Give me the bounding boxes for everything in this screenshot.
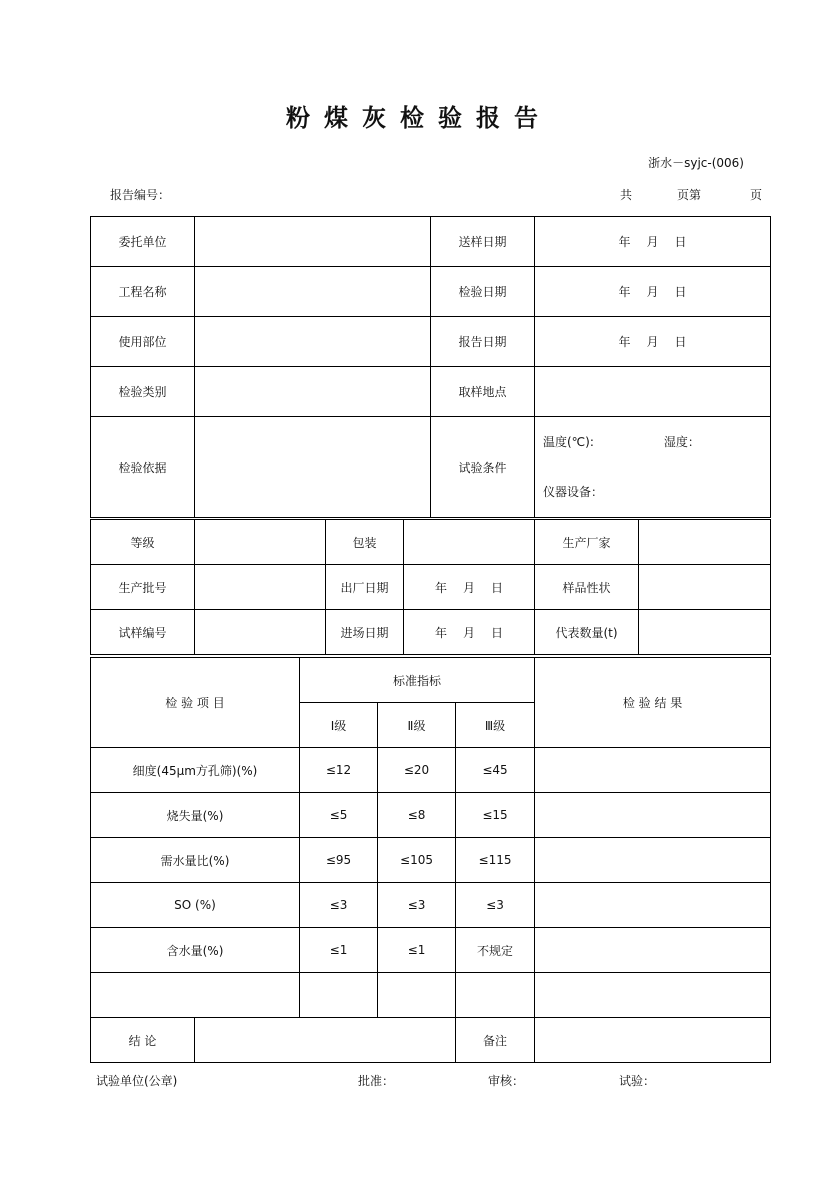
- grade-1-value: ≤3: [300, 883, 378, 928]
- grade-3-header: Ⅲ级: [456, 703, 535, 748]
- test-type-field[interactable]: [195, 367, 431, 417]
- grade-label: 等级: [91, 520, 195, 565]
- item-name: 细度(45μm方孔筛)(%): [91, 748, 300, 793]
- grade-2-value: ≤8: [378, 793, 456, 838]
- conclusion-field[interactable]: [195, 1018, 456, 1063]
- month-label: 月: [646, 235, 659, 249]
- humidity-label: 湿度：: [663, 435, 700, 449]
- grade-1-value[interactable]: [300, 973, 378, 1018]
- table-row: [91, 928, 771, 973]
- result-field[interactable]: [535, 838, 771, 883]
- result-field[interactable]: [535, 748, 771, 793]
- test-results-table: [90, 657, 771, 1063]
- grade-2-value: ≤20: [378, 748, 456, 793]
- grade-1-value: ≤12: [300, 748, 378, 793]
- grade-3-value: ≤115: [456, 838, 535, 883]
- grade-1-header: Ⅰ级: [300, 703, 378, 748]
- year-label: 年: [618, 335, 631, 349]
- year-label: 年: [434, 580, 447, 595]
- day-label: 日: [491, 580, 504, 595]
- client-label: 委托单位: [91, 217, 195, 267]
- item-name[interactable]: [91, 973, 300, 1018]
- conditions-label: 试验条件: [431, 417, 535, 518]
- month-label: 月: [462, 625, 475, 640]
- standard-header: 标准指标: [300, 658, 535, 703]
- day-label: 日: [674, 235, 687, 249]
- grade-2-header: Ⅱ级: [378, 703, 456, 748]
- remark-field[interactable]: [535, 1018, 771, 1063]
- sample-state-field[interactable]: [639, 565, 771, 610]
- table-row: [91, 973, 771, 1018]
- batch-no-label: 生产批号: [91, 565, 195, 610]
- sampling-place-field[interactable]: [535, 367, 771, 417]
- item-name: 烧失量(%): [91, 793, 300, 838]
- grade-2-value: ≤3: [378, 883, 456, 928]
- temperature-label: 温度(℃):: [543, 435, 594, 449]
- package-label: 包装: [326, 520, 404, 565]
- sample-no-label: 试样编号: [91, 610, 195, 655]
- entry-date-label: 进场日期: [326, 610, 404, 655]
- project-label: 工程名称: [91, 267, 195, 317]
- manufacturer-field[interactable]: [639, 520, 771, 565]
- test-unit-label: 试验单位(公章): [96, 1074, 178, 1088]
- result-field[interactable]: [535, 928, 771, 973]
- location-field[interactable]: [195, 317, 431, 367]
- entry-date-field[interactable]: [404, 610, 535, 655]
- sample-no-field[interactable]: [195, 610, 326, 655]
- grade-3-value: 不规定: [456, 928, 535, 973]
- quantity-label: 代表数量(t): [535, 610, 639, 655]
- item-name: SO (%): [91, 883, 300, 928]
- page-title: 粉煤灰检验报告: [286, 104, 552, 132]
- result-field[interactable]: [535, 793, 771, 838]
- grade-1-value: ≤5: [300, 793, 378, 838]
- package-field[interactable]: [404, 520, 535, 565]
- sample-table: [90, 519, 771, 655]
- basis-label: 检验依据: [91, 417, 195, 518]
- test-date-field[interactable]: [535, 267, 771, 317]
- grade-2-value: ≤105: [378, 838, 456, 883]
- approve-label: 批准：: [358, 1074, 395, 1088]
- year-label: 年: [618, 285, 631, 299]
- basis-field[interactable]: [195, 417, 431, 518]
- report-number-label: 报告编号：: [110, 188, 171, 202]
- info-table: [90, 216, 771, 518]
- grade-3-value[interactable]: [456, 973, 535, 1018]
- item-name: 需水量比(%): [91, 838, 300, 883]
- sample-state-label: 样品性状: [535, 565, 639, 610]
- location-label: 使用部位: [91, 317, 195, 367]
- conditions-field[interactable]: [535, 417, 771, 518]
- manufacturer-label: 生产厂家: [535, 520, 639, 565]
- result-field[interactable]: [535, 973, 771, 1018]
- grade-3-value: ≤15: [456, 793, 535, 838]
- review-label: 审核：: [488, 1074, 525, 1088]
- month-label: 月: [462, 580, 475, 595]
- send-date-label: 送样日期: [431, 217, 535, 267]
- report-date-field[interactable]: [535, 317, 771, 367]
- day-label: 日: [491, 625, 504, 640]
- table-row: [91, 883, 771, 928]
- test-type-label: 检验类别: [91, 367, 195, 417]
- day-label: 日: [674, 285, 687, 299]
- grade-1-value: ≤1: [300, 928, 378, 973]
- grade-2-value: ≤1: [378, 928, 456, 973]
- result-field[interactable]: [535, 883, 771, 928]
- item-header: 检 验 项 目: [91, 658, 300, 748]
- month-label: 月: [646, 285, 659, 299]
- conclusion-label: 结 论: [91, 1018, 195, 1063]
- project-field[interactable]: [195, 267, 431, 317]
- client-field[interactable]: [195, 217, 431, 267]
- tester-label: 试验：: [619, 1074, 656, 1088]
- month-label: 月: [646, 335, 659, 349]
- batch-no-field[interactable]: [195, 565, 326, 610]
- remark-label: 备注: [456, 1018, 535, 1063]
- report-date-label: 报告日期: [431, 317, 535, 367]
- result-header: 检 验 结 果: [535, 658, 771, 748]
- grade-field[interactable]: [195, 520, 326, 565]
- grade-1-value: ≤95: [300, 838, 378, 883]
- page-end-label: 页: [750, 188, 763, 202]
- year-label: 年: [434, 625, 447, 640]
- send-date-field[interactable]: [535, 217, 771, 267]
- grade-3-value: ≤3: [456, 883, 535, 928]
- quantity-field[interactable]: [639, 610, 771, 655]
- item-name: 含水量(%): [91, 928, 300, 973]
- test-date-label: 检验日期: [431, 267, 535, 317]
- sampling-place-label: 取样地点: [431, 367, 535, 417]
- table-row: [91, 748, 771, 793]
- page-total-label: 共: [620, 188, 633, 202]
- factory-date-label: 出厂日期: [326, 565, 404, 610]
- form-code: 浙水－syjc-(006): [648, 156, 744, 170]
- day-label: 日: [674, 335, 687, 349]
- grade-3-value: ≤45: [456, 748, 535, 793]
- table-row: [91, 838, 771, 883]
- grade-2-value[interactable]: [378, 973, 456, 1018]
- factory-date-field[interactable]: [404, 565, 535, 610]
- year-label: 年: [618, 235, 631, 249]
- table-row: [91, 793, 771, 838]
- page-of-label: 页第: [677, 188, 702, 202]
- instrument-label: 仪器设备：: [543, 485, 604, 499]
